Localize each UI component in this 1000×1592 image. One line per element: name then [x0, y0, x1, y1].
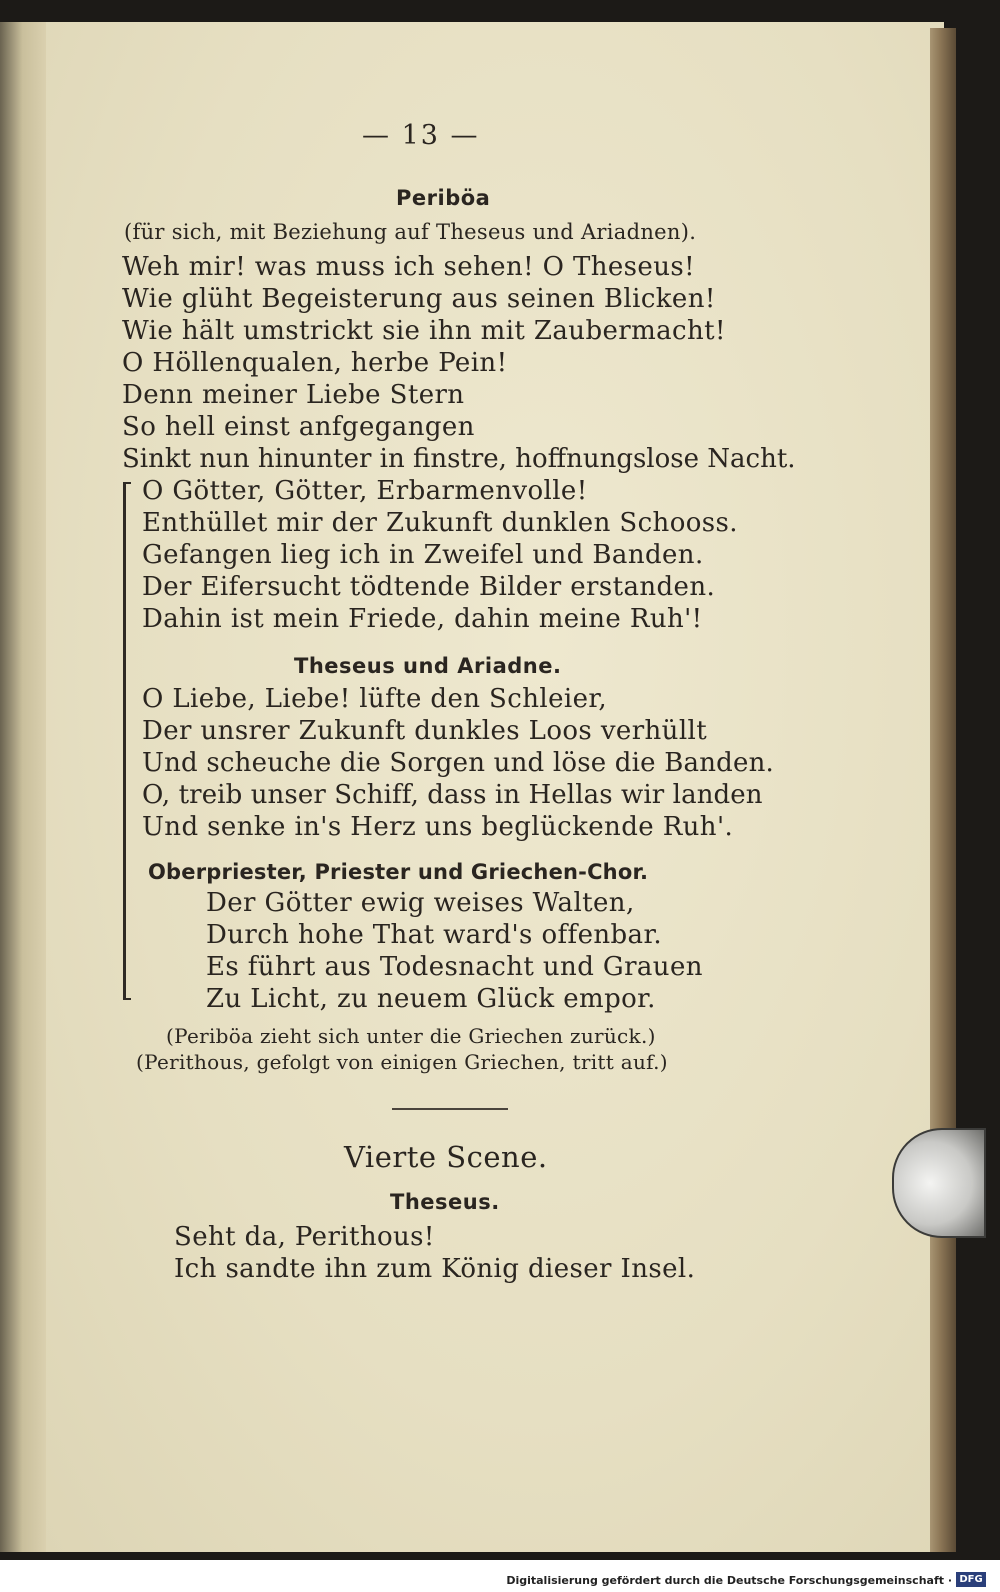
page-number: — 13 — [362, 120, 480, 151]
verse-line: Weh mir! was muss ich sehen! O Theseus! [122, 252, 695, 282]
dfg-logo: DFG [956, 1572, 986, 1587]
verse-line: Dahin ist mein Friede, dahin meine Ruh'! [142, 604, 703, 634]
verse-line: Es führt aus Todesnacht und Grauen [206, 952, 703, 982]
verse-line: Der Eifersucht tödtende Bilder erstanden. [142, 572, 716, 602]
verse-line: Sinkt nun hinunter in finstre, hoffnungslose Nacht. [122, 444, 796, 474]
bracket-bottom-hook [123, 998, 131, 1000]
stage-direction: (für sich, mit Beziehung auf Theseus und Ariadnen). [124, 220, 697, 244]
verse-line: Der unsrer Zukunft dunkles Loos verhüllt [142, 716, 708, 746]
verse-line: O Götter, Götter, Erbarmenvolle! [142, 476, 588, 506]
stage-direction: (Periböa zieht sich unter die Griechen zurück.) [166, 1024, 656, 1048]
scene-divider [392, 1108, 508, 1110]
page-stack-edge [930, 28, 956, 1552]
footer-credit: Digitalisierung gefördert durch die Deutsche Forschungsgemeinschaft · [506, 1574, 952, 1587]
ensemble-bracket [123, 482, 126, 1000]
verse-line: Der Götter ewig weises Walten, [206, 888, 635, 918]
verse-line: Wie glüht Begeisterung aus seinen Blicken! [122, 284, 716, 314]
verse-line: So hell einst anfgegangen [122, 412, 475, 442]
verse-line: Wie hält umstrickt sie ihn mit Zaubermacht! [122, 316, 726, 346]
verse-line: Durch hohe That ward's offenbar. [206, 920, 663, 950]
bracket-top-hook [123, 482, 131, 484]
verse-line: Seht da, Perithous! [174, 1222, 435, 1252]
scene-title: Vierte Scene. [344, 1140, 548, 1174]
verse-line: Gefangen lieg ich in Zweifel und Banden. [142, 540, 704, 570]
heading-periboea: Periböa [396, 186, 491, 210]
verse-line: Ich sandte ihn zum König dieser Insel. [174, 1254, 696, 1284]
facing-page-edge [0, 22, 50, 1552]
verse-line: O Liebe, Liebe! lüfte den Schleier, [142, 684, 608, 714]
verse-line: Zu Licht, zu neuem Glück empor. [206, 984, 656, 1014]
stage-direction: (Perithous, gefolgt von einigen Griechen, tritt auf.) [136, 1050, 668, 1074]
verse-line: Und senke in's Herz uns beglückende Ruh'. [142, 812, 734, 842]
heading-theseus: Theseus. [390, 1190, 500, 1214]
page-clip-icon [892, 1128, 986, 1238]
heading-chorus: Oberpriester, Priester und Griechen-Chor. [148, 860, 649, 884]
verse-line: Denn meiner Liebe Stern [122, 380, 465, 410]
verse-line: O Höllenqualen, herbe Pein! [122, 348, 508, 378]
heading-theseus-ariadne: Theseus und Ariadne. [294, 654, 562, 678]
verse-line: Und scheuche die Sorgen und löse die Banden. [142, 748, 775, 778]
verse-line: O, treib unser Schiff, dass in Hellas wir landen [142, 780, 763, 810]
verse-line: Enthüllet mir der Zukunft dunklen Schooss. [142, 508, 738, 538]
